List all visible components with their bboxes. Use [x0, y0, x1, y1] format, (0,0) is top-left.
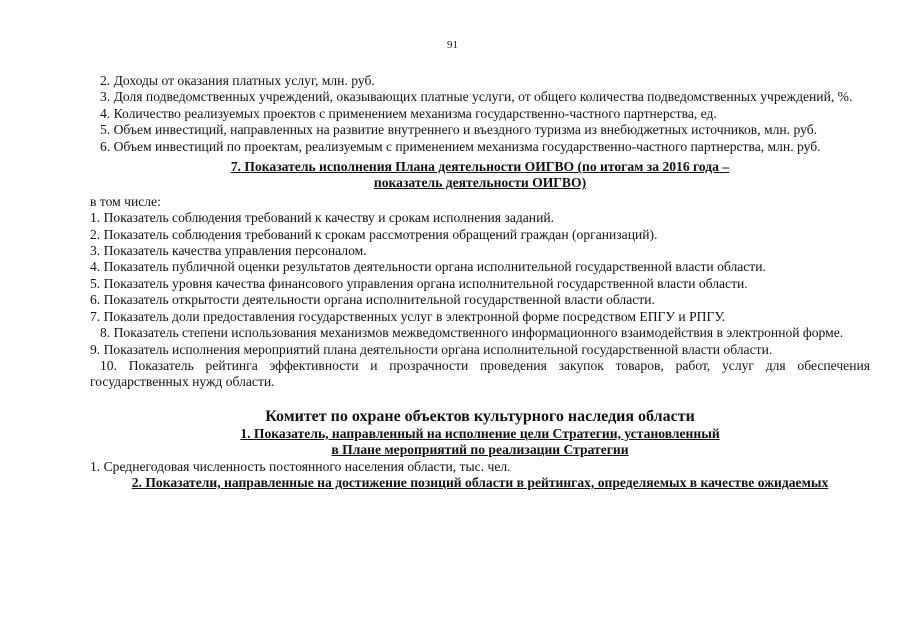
committee-title: Комитет по охране объектов культурного наследия области	[265, 407, 695, 425]
section-7-intro: в том числе:	[90, 193, 161, 209]
list-item: 2. Доходы от оказания платных услуг, млн. руб.	[100, 73, 375, 88]
list-item: 4. Показатель публичной оценки результатов деятельности органа исполнительной государственной власти области.	[90, 259, 766, 275]
list-item: 1. Среднегодовая численность постоянного населения области, тыс. чел.	[90, 458, 511, 474]
list-item: 9. Показатель исполнения мероприятий плана деятельности органа исполнительной государственной власти области.	[90, 341, 773, 357]
section-7-title-line1: 7. Показатель исполнения Плана деятельности ОИГВО (по итогам за 2016 года –	[230, 159, 730, 175]
committee-subtitle-1-line2: в Плане мероприятий по реализации Стратегии	[331, 442, 629, 458]
committee-subtitle-2-line1: 2. Показатели, направленные на достижение позиций области в рейтингах, определяемых в качестве ожидаемых	[131, 474, 829, 490]
list-item: 4. Количество реализуемых проектов с применением механизма государственно-частного партнерства, ед.	[100, 105, 717, 121]
list-item: 3. Доля подведомственных учреждений, оказывающих платные услуги, от общего количества подведомственных учреждений, %.	[100, 89, 853, 105]
list-item: 8. Показатель степени использования механизмов межведомственного информационного взаимодействия в электронной форме.	[100, 325, 844, 341]
list-item: 2. Показатель соблюдения требований к срокам рассмотрения обращений граждан (организаций).	[90, 226, 658, 242]
list-item: 1. Показатель соблюдения требований к качеству и срокам исполнения заданий.	[90, 210, 555, 226]
list-item: 10. Показатель рейтинга эффективности и прозрачности проведения закупок товаров, работ, услуг для обеспечения государственных нужд области.	[90, 357, 870, 390]
committee-subtitle-1-line1: 1. Показатель, направленный на исполнение цели Стратегии, установленный	[240, 425, 720, 441]
list-item: 5. Объем инвестиций, направленных на развитие внутреннего и въездного туризма из внебюджетных источников, млн. руб.	[100, 122, 818, 138]
page-number: 91	[447, 39, 458, 51]
list-item: 7. Показатель доли предоставления государственных услуг в электронной форме посредством ЕПГУ и РПГУ.	[90, 308, 726, 324]
document-body	[90, 73, 870, 491]
list-item: 6. Объем инвестиций по проектам, реализуемым с применением механизма государственно-частного партнерства, млн. руб.	[100, 138, 821, 154]
list-item: 3. Показатель качества управления персоналом.	[90, 243, 367, 259]
list-item: 6. Показатель открытости деятельности органа исполнительной государственной власти области.	[90, 292, 655, 308]
section-7-title-line2: показатель деятельности ОИГВО)	[373, 175, 587, 191]
list-item: 5. Показатель уровня качества финансового управления органа исполнительной государственной власти области.	[90, 275, 748, 291]
